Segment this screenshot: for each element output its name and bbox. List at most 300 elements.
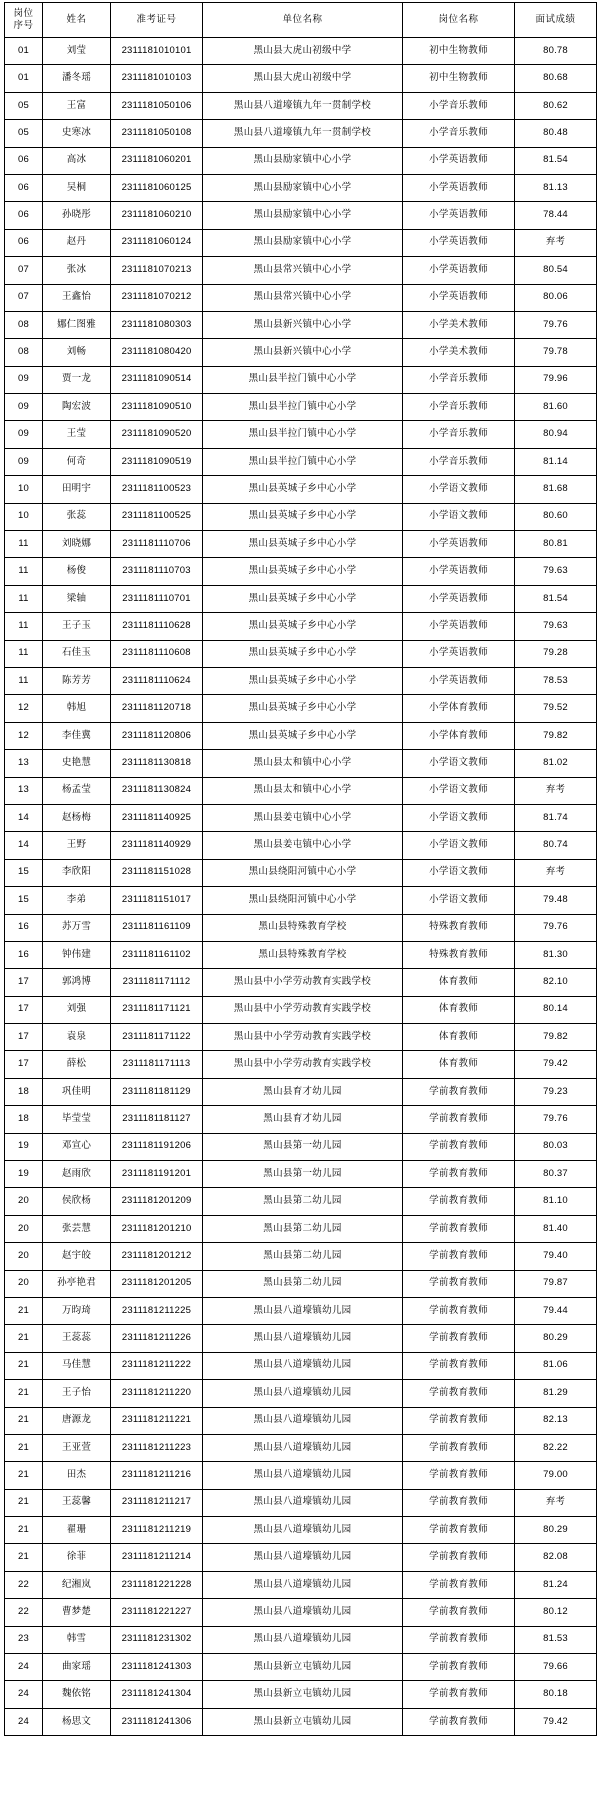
table-row — [5, 311, 597, 338]
cell-interview-score: 80.68 — [515, 65, 597, 92]
cell-post-name: 小学语文教师 — [403, 804, 515, 831]
cell-name: 万昀琦 — [43, 1297, 111, 1324]
cell-name: 田杰 — [43, 1462, 111, 1489]
cell-rank: 18 — [5, 1106, 43, 1133]
cell-interview-score: 79.28 — [515, 640, 597, 667]
cell-name: 赵杨梅 — [43, 804, 111, 831]
table-row — [5, 1407, 597, 1434]
cell-unit-name: 黑山县八道壕镇幼儿园 — [203, 1517, 403, 1544]
cell-admission-number: 2311181201210 — [111, 1215, 203, 1242]
cell-unit-name: 黑山县半拉门镇中心小学 — [203, 421, 403, 448]
cell-rank: 23 — [5, 1626, 43, 1653]
cell-admission-number: 2311181221228 — [111, 1571, 203, 1598]
cell-post-name: 小学英语教师 — [403, 147, 515, 174]
cell-unit-name: 黑山县八道壕镇幼儿园 — [203, 1544, 403, 1571]
cell-unit-name: 黑山县新立屯镇幼儿园 — [203, 1708, 403, 1735]
cell-admission-number: 2311181181127 — [111, 1106, 203, 1133]
cell-name: 张蕊 — [43, 503, 111, 530]
cell-admission-number: 2311181211222 — [111, 1352, 203, 1379]
cell-post-name: 学前教育教师 — [403, 1544, 515, 1571]
cell-post-name: 特殊教育教师 — [403, 941, 515, 968]
cell-name: 刘莹 — [43, 38, 111, 65]
cell-unit-name: 黑山县半拉门镇中心小学 — [203, 448, 403, 475]
cell-interview-score: 80.60 — [515, 503, 597, 530]
cell-interview-score: 81.60 — [515, 394, 597, 421]
cell-name: 刘强 — [43, 996, 111, 1023]
cell-admission-number: 2311181120806 — [111, 722, 203, 749]
cell-rank: 21 — [5, 1325, 43, 1352]
cell-name: 石佳玉 — [43, 640, 111, 667]
cell-post-name: 学前教育教师 — [403, 1626, 515, 1653]
cell-post-name: 学前教育教师 — [403, 1489, 515, 1516]
cell-rank: 01 — [5, 65, 43, 92]
cell-unit-name: 黑山县常兴镇中心小学 — [203, 257, 403, 284]
cell-name: 赵丹 — [43, 229, 111, 256]
cell-post-name: 小学语文教师 — [403, 832, 515, 859]
table-row — [5, 147, 597, 174]
cell-admission-number: 2311181221227 — [111, 1599, 203, 1626]
cell-rank: 06 — [5, 147, 43, 174]
cell-name: 曲家瑶 — [43, 1654, 111, 1681]
cell-name: 毕莹莹 — [43, 1106, 111, 1133]
cell-post-name: 初中生物教师 — [403, 38, 515, 65]
cell-unit-name: 黑山县中小学劳动教育实践学校 — [203, 1024, 403, 1051]
cell-name: 赵雨欣 — [43, 1161, 111, 1188]
cell-name: 侯欣杨 — [43, 1188, 111, 1215]
cell-unit-name: 黑山县第一幼儿园 — [203, 1161, 403, 1188]
cell-unit-name: 黑山县励家镇中心小学 — [203, 202, 403, 229]
cell-name: 翟珊 — [43, 1517, 111, 1544]
cell-unit-name: 黑山县太和镇中心小学 — [203, 750, 403, 777]
table-row — [5, 339, 597, 366]
cell-rank: 07 — [5, 257, 43, 284]
cell-post-name: 学前教育教师 — [403, 1188, 515, 1215]
table-row — [5, 257, 597, 284]
cell-rank: 24 — [5, 1681, 43, 1708]
table-row — [5, 1681, 597, 1708]
cell-admission-number: 2311181060201 — [111, 147, 203, 174]
table-row — [5, 1078, 597, 1105]
cell-rank: 21 — [5, 1380, 43, 1407]
cell-interview-score: 79.42 — [515, 1708, 597, 1735]
cell-interview-score: 81.54 — [515, 147, 597, 174]
cell-post-name: 小学英语教师 — [403, 257, 515, 284]
cell-admission-number: 2311181211225 — [111, 1297, 203, 1324]
cell-post-name: 小学语文教师 — [403, 887, 515, 914]
cell-rank: 21 — [5, 1407, 43, 1434]
cell-unit-name: 黑山县英城子乡中心小学 — [203, 476, 403, 503]
cell-interview-score: 弃考 — [515, 777, 597, 804]
cell-unit-name: 黑山县八道壕镇幼儿园 — [203, 1380, 403, 1407]
cell-rank: 21 — [5, 1297, 43, 1324]
cell-name: 刘晓娜 — [43, 531, 111, 558]
cell-interview-score: 79.82 — [515, 722, 597, 749]
cell-admission-number: 2311181050106 — [111, 92, 203, 119]
cell-post-name: 学前教育教师 — [403, 1599, 515, 1626]
cell-unit-name: 黑山县特殊教育学校 — [203, 914, 403, 941]
cell-interview-score: 80.29 — [515, 1325, 597, 1352]
cell-rank: 10 — [5, 503, 43, 530]
cell-post-name: 小学语文教师 — [403, 750, 515, 777]
cell-admission-number: 2311181191206 — [111, 1133, 203, 1160]
cell-post-name: 体育教师 — [403, 1051, 515, 1078]
table-row — [5, 1489, 597, 1516]
table-row — [5, 120, 597, 147]
table-header-row — [5, 3, 597, 38]
cell-rank: 11 — [5, 531, 43, 558]
table-row — [5, 503, 597, 530]
cell-unit-name: 黑山县八道壕镇幼儿园 — [203, 1407, 403, 1434]
cell-post-name: 小学语文教师 — [403, 777, 515, 804]
cell-rank: 20 — [5, 1270, 43, 1297]
cell-admission-number: 2311181070212 — [111, 284, 203, 311]
cell-name: 薛松 — [43, 1051, 111, 1078]
cell-post-name: 学前教育教师 — [403, 1133, 515, 1160]
cell-interview-score: 81.54 — [515, 585, 597, 612]
cell-admission-number: 2311181100523 — [111, 476, 203, 503]
cell-unit-name: 黑山县第二幼儿园 — [203, 1188, 403, 1215]
cell-name: 王亚萱 — [43, 1434, 111, 1461]
cell-post-name: 小学英语教师 — [403, 174, 515, 201]
cell-name: 袁泉 — [43, 1024, 111, 1051]
column-header-rank-line1: 岗位 — [13, 8, 34, 20]
cell-rank: 15 — [5, 859, 43, 886]
cell-name: 杨思文 — [43, 1708, 111, 1735]
cell-rank: 22 — [5, 1571, 43, 1598]
cell-unit-name: 黑山县育才幼儿园 — [203, 1106, 403, 1133]
cell-rank: 13 — [5, 777, 43, 804]
cell-unit-name: 黑山县励家镇中心小学 — [203, 174, 403, 201]
cell-unit-name: 黑山县大虎山初级中学 — [203, 38, 403, 65]
cell-post-name: 学前教育教师 — [403, 1161, 515, 1188]
cell-rank: 21 — [5, 1352, 43, 1379]
cell-rank: 21 — [5, 1544, 43, 1571]
cell-interview-score: 79.23 — [515, 1078, 597, 1105]
cell-interview-score: 79.42 — [515, 1051, 597, 1078]
cell-admission-number: 2311181211214 — [111, 1544, 203, 1571]
cell-rank: 06 — [5, 174, 43, 201]
cell-interview-score: 79.87 — [515, 1270, 597, 1297]
cell-rank: 20 — [5, 1215, 43, 1242]
cell-interview-score: 79.63 — [515, 558, 597, 585]
cell-unit-name: 黑山县八道壕镇幼儿园 — [203, 1462, 403, 1489]
cell-admission-number: 2311181211217 — [111, 1489, 203, 1516]
cell-name: 吴桐 — [43, 174, 111, 201]
cell-name: 杨俊 — [43, 558, 111, 585]
cell-interview-score: 79.44 — [515, 1297, 597, 1324]
cell-unit-name: 黑山县新立屯镇幼儿园 — [203, 1681, 403, 1708]
cell-post-name: 小学英语教师 — [403, 613, 515, 640]
cell-post-name: 学前教育教师 — [403, 1434, 515, 1461]
cell-rank: 01 — [5, 38, 43, 65]
cell-admission-number: 2311181161102 — [111, 941, 203, 968]
cell-interview-score: 81.30 — [515, 941, 597, 968]
cell-interview-score: 79.52 — [515, 695, 597, 722]
cell-name: 娜仁图雅 — [43, 311, 111, 338]
cell-interview-score: 82.13 — [515, 1407, 597, 1434]
cell-name: 魏依铭 — [43, 1681, 111, 1708]
table-row — [5, 887, 597, 914]
cell-name: 唐源龙 — [43, 1407, 111, 1434]
cell-rank: 21 — [5, 1489, 43, 1516]
cell-unit-name: 黑山县英城子乡中心小学 — [203, 613, 403, 640]
table-row — [5, 613, 597, 640]
cell-name: 巩佳明 — [43, 1078, 111, 1105]
cell-admission-number: 2311181070213 — [111, 257, 203, 284]
cell-name: 张芸慧 — [43, 1215, 111, 1242]
cell-post-name: 学前教育教师 — [403, 1352, 515, 1379]
cell-unit-name: 黑山县八道壕镇九年一贯制学校 — [203, 120, 403, 147]
cell-unit-name: 黑山县八道壕镇幼儿园 — [203, 1325, 403, 1352]
cell-unit-name: 黑山县励家镇中心小学 — [203, 229, 403, 256]
cell-unit-name: 黑山县第一幼儿园 — [203, 1133, 403, 1160]
table-row — [5, 448, 597, 475]
cell-post-name: 学前教育教师 — [403, 1654, 515, 1681]
cell-unit-name: 黑山县八道壕镇幼儿园 — [203, 1571, 403, 1598]
cell-rank: 24 — [5, 1708, 43, 1735]
cell-post-name: 小学英语教师 — [403, 640, 515, 667]
cell-name: 王莹 — [43, 421, 111, 448]
cell-rank: 12 — [5, 722, 43, 749]
cell-rank: 09 — [5, 366, 43, 393]
cell-post-name: 小学语文教师 — [403, 476, 515, 503]
cell-admission-number: 2311181241303 — [111, 1654, 203, 1681]
cell-name: 王蕊蕊 — [43, 1325, 111, 1352]
table-row — [5, 1654, 597, 1681]
table-row — [5, 1544, 597, 1571]
cell-post-name: 小学音乐教师 — [403, 421, 515, 448]
table-row — [5, 174, 597, 201]
cell-admission-number: 2311181171121 — [111, 996, 203, 1023]
cell-rank: 08 — [5, 311, 43, 338]
cell-name: 陈芳芳 — [43, 667, 111, 694]
cell-admission-number: 2311181211220 — [111, 1380, 203, 1407]
cell-rank: 21 — [5, 1462, 43, 1489]
cell-admission-number: 2311181110608 — [111, 640, 203, 667]
cell-admission-number: 2311181211221 — [111, 1407, 203, 1434]
cell-rank: 16 — [5, 914, 43, 941]
cell-unit-name: 黑山县特殊教育学校 — [203, 941, 403, 968]
cell-rank: 12 — [5, 695, 43, 722]
table-row — [5, 804, 597, 831]
cell-unit-name: 黑山县八道壕镇九年一贯制学校 — [203, 92, 403, 119]
cell-interview-score: 80.37 — [515, 1161, 597, 1188]
column-header-rank — [5, 3, 43, 38]
cell-admission-number: 2311181140929 — [111, 832, 203, 859]
cell-post-name: 学前教育教师 — [403, 1517, 515, 1544]
table-row — [5, 1599, 597, 1626]
cell-post-name: 小学语文教师 — [403, 859, 515, 886]
table-row — [5, 777, 597, 804]
cell-post-name: 学前教育教师 — [403, 1380, 515, 1407]
cell-name: 李欣阳 — [43, 859, 111, 886]
cell-interview-score: 80.74 — [515, 832, 597, 859]
cell-name: 王富 — [43, 92, 111, 119]
cell-admission-number: 2311181211226 — [111, 1325, 203, 1352]
cell-interview-score: 81.53 — [515, 1626, 597, 1653]
table-row — [5, 1708, 597, 1735]
cell-post-name: 体育教师 — [403, 969, 515, 996]
cell-interview-score: 81.06 — [515, 1352, 597, 1379]
table-row — [5, 722, 597, 749]
cell-name: 韩旭 — [43, 695, 111, 722]
cell-interview-score: 82.08 — [515, 1544, 597, 1571]
cell-post-name: 小学音乐教师 — [403, 366, 515, 393]
cell-admission-number: 2311181110703 — [111, 558, 203, 585]
cell-post-name: 小学体育教师 — [403, 695, 515, 722]
cell-unit-name: 黑山县半拉门镇中心小学 — [203, 366, 403, 393]
cell-post-name: 特殊教育教师 — [403, 914, 515, 941]
cell-rank: 11 — [5, 613, 43, 640]
cell-post-name: 小学音乐教师 — [403, 394, 515, 421]
cell-unit-name: 黑山县英城子乡中心小学 — [203, 558, 403, 585]
cell-admission-number: 2311181090520 — [111, 421, 203, 448]
cell-interview-score: 81.29 — [515, 1380, 597, 1407]
cell-unit-name: 黑山县新兴镇中心小学 — [203, 311, 403, 338]
cell-post-name: 学前教育教师 — [403, 1243, 515, 1270]
table-row — [5, 65, 597, 92]
cell-name: 徐菲 — [43, 1544, 111, 1571]
cell-post-name: 体育教师 — [403, 1024, 515, 1051]
cell-unit-name: 黑山县大虎山初级中学 — [203, 65, 403, 92]
cell-post-name: 小学英语教师 — [403, 585, 515, 612]
cell-post-name: 小学美术教师 — [403, 311, 515, 338]
cell-rank: 09 — [5, 421, 43, 448]
table-row — [5, 914, 597, 941]
cell-name: 韩雪 — [43, 1626, 111, 1653]
cell-rank: 17 — [5, 996, 43, 1023]
cell-rank: 21 — [5, 1517, 43, 1544]
cell-unit-name: 黑山县八道壕镇幼儿园 — [203, 1434, 403, 1461]
cell-unit-name: 黑山县八道壕镇幼儿园 — [203, 1599, 403, 1626]
cell-admission-number: 2311181130824 — [111, 777, 203, 804]
cell-unit-name: 黑山县第二幼儿园 — [203, 1270, 403, 1297]
cell-name: 纪湘岚 — [43, 1571, 111, 1598]
cell-admission-number: 2311181201205 — [111, 1270, 203, 1297]
cell-post-name: 学前教育教师 — [403, 1270, 515, 1297]
cell-interview-score: 82.10 — [515, 969, 597, 996]
cell-name: 王蕊馨 — [43, 1489, 111, 1516]
cell-admission-number: 2311181090519 — [111, 448, 203, 475]
cell-unit-name: 黑山县英城子乡中心小学 — [203, 667, 403, 694]
table-row — [5, 1188, 597, 1215]
table-row — [5, 941, 597, 968]
cell-rank: 06 — [5, 202, 43, 229]
cell-interview-score: 80.14 — [515, 996, 597, 1023]
cell-admission-number: 2311181010101 — [111, 38, 203, 65]
cell-admission-number: 2311181171112 — [111, 969, 203, 996]
cell-name: 王子玉 — [43, 613, 111, 640]
cell-unit-name: 黑山县育才幼儿园 — [203, 1078, 403, 1105]
cell-admission-number: 2311181191201 — [111, 1161, 203, 1188]
cell-interview-score: 79.76 — [515, 1106, 597, 1133]
table-header — [5, 3, 597, 38]
cell-unit-name: 黑山县八道壕镇幼儿园 — [203, 1352, 403, 1379]
table-row — [5, 1325, 597, 1352]
table-row — [5, 750, 597, 777]
cell-post-name: 学前教育教师 — [403, 1571, 515, 1598]
cell-unit-name: 黑山县中小学劳动教育实践学校 — [203, 996, 403, 1023]
column-header-unit-name: 单位名称 — [203, 3, 403, 38]
table-row — [5, 1297, 597, 1324]
cell-interview-score: 80.54 — [515, 257, 597, 284]
cell-admission-number: 2311181140925 — [111, 804, 203, 831]
cell-admission-number: 2311181151017 — [111, 887, 203, 914]
table-row — [5, 476, 597, 503]
cell-interview-score: 81.40 — [515, 1215, 597, 1242]
cell-name: 杨孟莹 — [43, 777, 111, 804]
cell-name: 赵宇皎 — [43, 1243, 111, 1270]
cell-name: 史寒冰 — [43, 120, 111, 147]
cell-unit-name: 黑山县新立屯镇幼儿园 — [203, 1654, 403, 1681]
cell-interview-score: 79.48 — [515, 887, 597, 914]
cell-interview-score: 80.03 — [515, 1133, 597, 1160]
table-row — [5, 92, 597, 119]
cell-post-name: 学前教育教师 — [403, 1325, 515, 1352]
cell-rank: 13 — [5, 750, 43, 777]
cell-interview-score: 82.22 — [515, 1434, 597, 1461]
table-row — [5, 202, 597, 229]
cell-unit-name: 黑山县英城子乡中心小学 — [203, 695, 403, 722]
table-row — [5, 1352, 597, 1379]
cell-post-name: 小学体育教师 — [403, 722, 515, 749]
cell-name: 刘畅 — [43, 339, 111, 366]
table-row — [5, 859, 597, 886]
cell-admission-number: 2311181171113 — [111, 1051, 203, 1078]
cell-unit-name: 黑山县中小学劳动教育实践学校 — [203, 1051, 403, 1078]
cell-interview-score: 80.06 — [515, 284, 597, 311]
cell-admission-number: 2311181211216 — [111, 1462, 203, 1489]
cell-name: 史艳慧 — [43, 750, 111, 777]
cell-name: 高冰 — [43, 147, 111, 174]
cell-interview-score: 79.78 — [515, 339, 597, 366]
table-row — [5, 1215, 597, 1242]
cell-interview-score: 79.63 — [515, 613, 597, 640]
cell-rank: 11 — [5, 585, 43, 612]
cell-interview-score: 81.24 — [515, 1571, 597, 1598]
cell-interview-score: 81.02 — [515, 750, 597, 777]
cell-post-name: 小学英语教师 — [403, 229, 515, 256]
cell-rank: 06 — [5, 229, 43, 256]
table-row — [5, 558, 597, 585]
cell-rank: 18 — [5, 1078, 43, 1105]
cell-unit-name: 黑山县姜屯镇中心小学 — [203, 804, 403, 831]
cell-name: 李弟 — [43, 887, 111, 914]
column-header-interview-score: 面试成绩 — [515, 3, 597, 38]
table-body — [5, 38, 597, 1736]
table-row — [5, 1133, 597, 1160]
table-row — [5, 1270, 597, 1297]
table-row — [5, 284, 597, 311]
cell-interview-score: 78.44 — [515, 202, 597, 229]
cell-interview-score: 79.96 — [515, 366, 597, 393]
cell-interview-score: 79.00 — [515, 1462, 597, 1489]
column-header-post-name: 岗位名称 — [403, 3, 515, 38]
cell-interview-score: 80.18 — [515, 1681, 597, 1708]
cell-admission-number: 2311181171122 — [111, 1024, 203, 1051]
cell-interview-score: 弃考 — [515, 229, 597, 256]
table-row — [5, 969, 597, 996]
cell-unit-name: 黑山县第二幼儿园 — [203, 1215, 403, 1242]
cell-post-name: 学前教育教师 — [403, 1462, 515, 1489]
cell-rank: 11 — [5, 558, 43, 585]
cell-rank: 20 — [5, 1243, 43, 1270]
cell-admission-number: 2311181151028 — [111, 859, 203, 886]
cell-admission-number: 2311181050108 — [111, 120, 203, 147]
cell-admission-number: 2311181211219 — [111, 1517, 203, 1544]
cell-rank: 16 — [5, 941, 43, 968]
table-row — [5, 585, 597, 612]
